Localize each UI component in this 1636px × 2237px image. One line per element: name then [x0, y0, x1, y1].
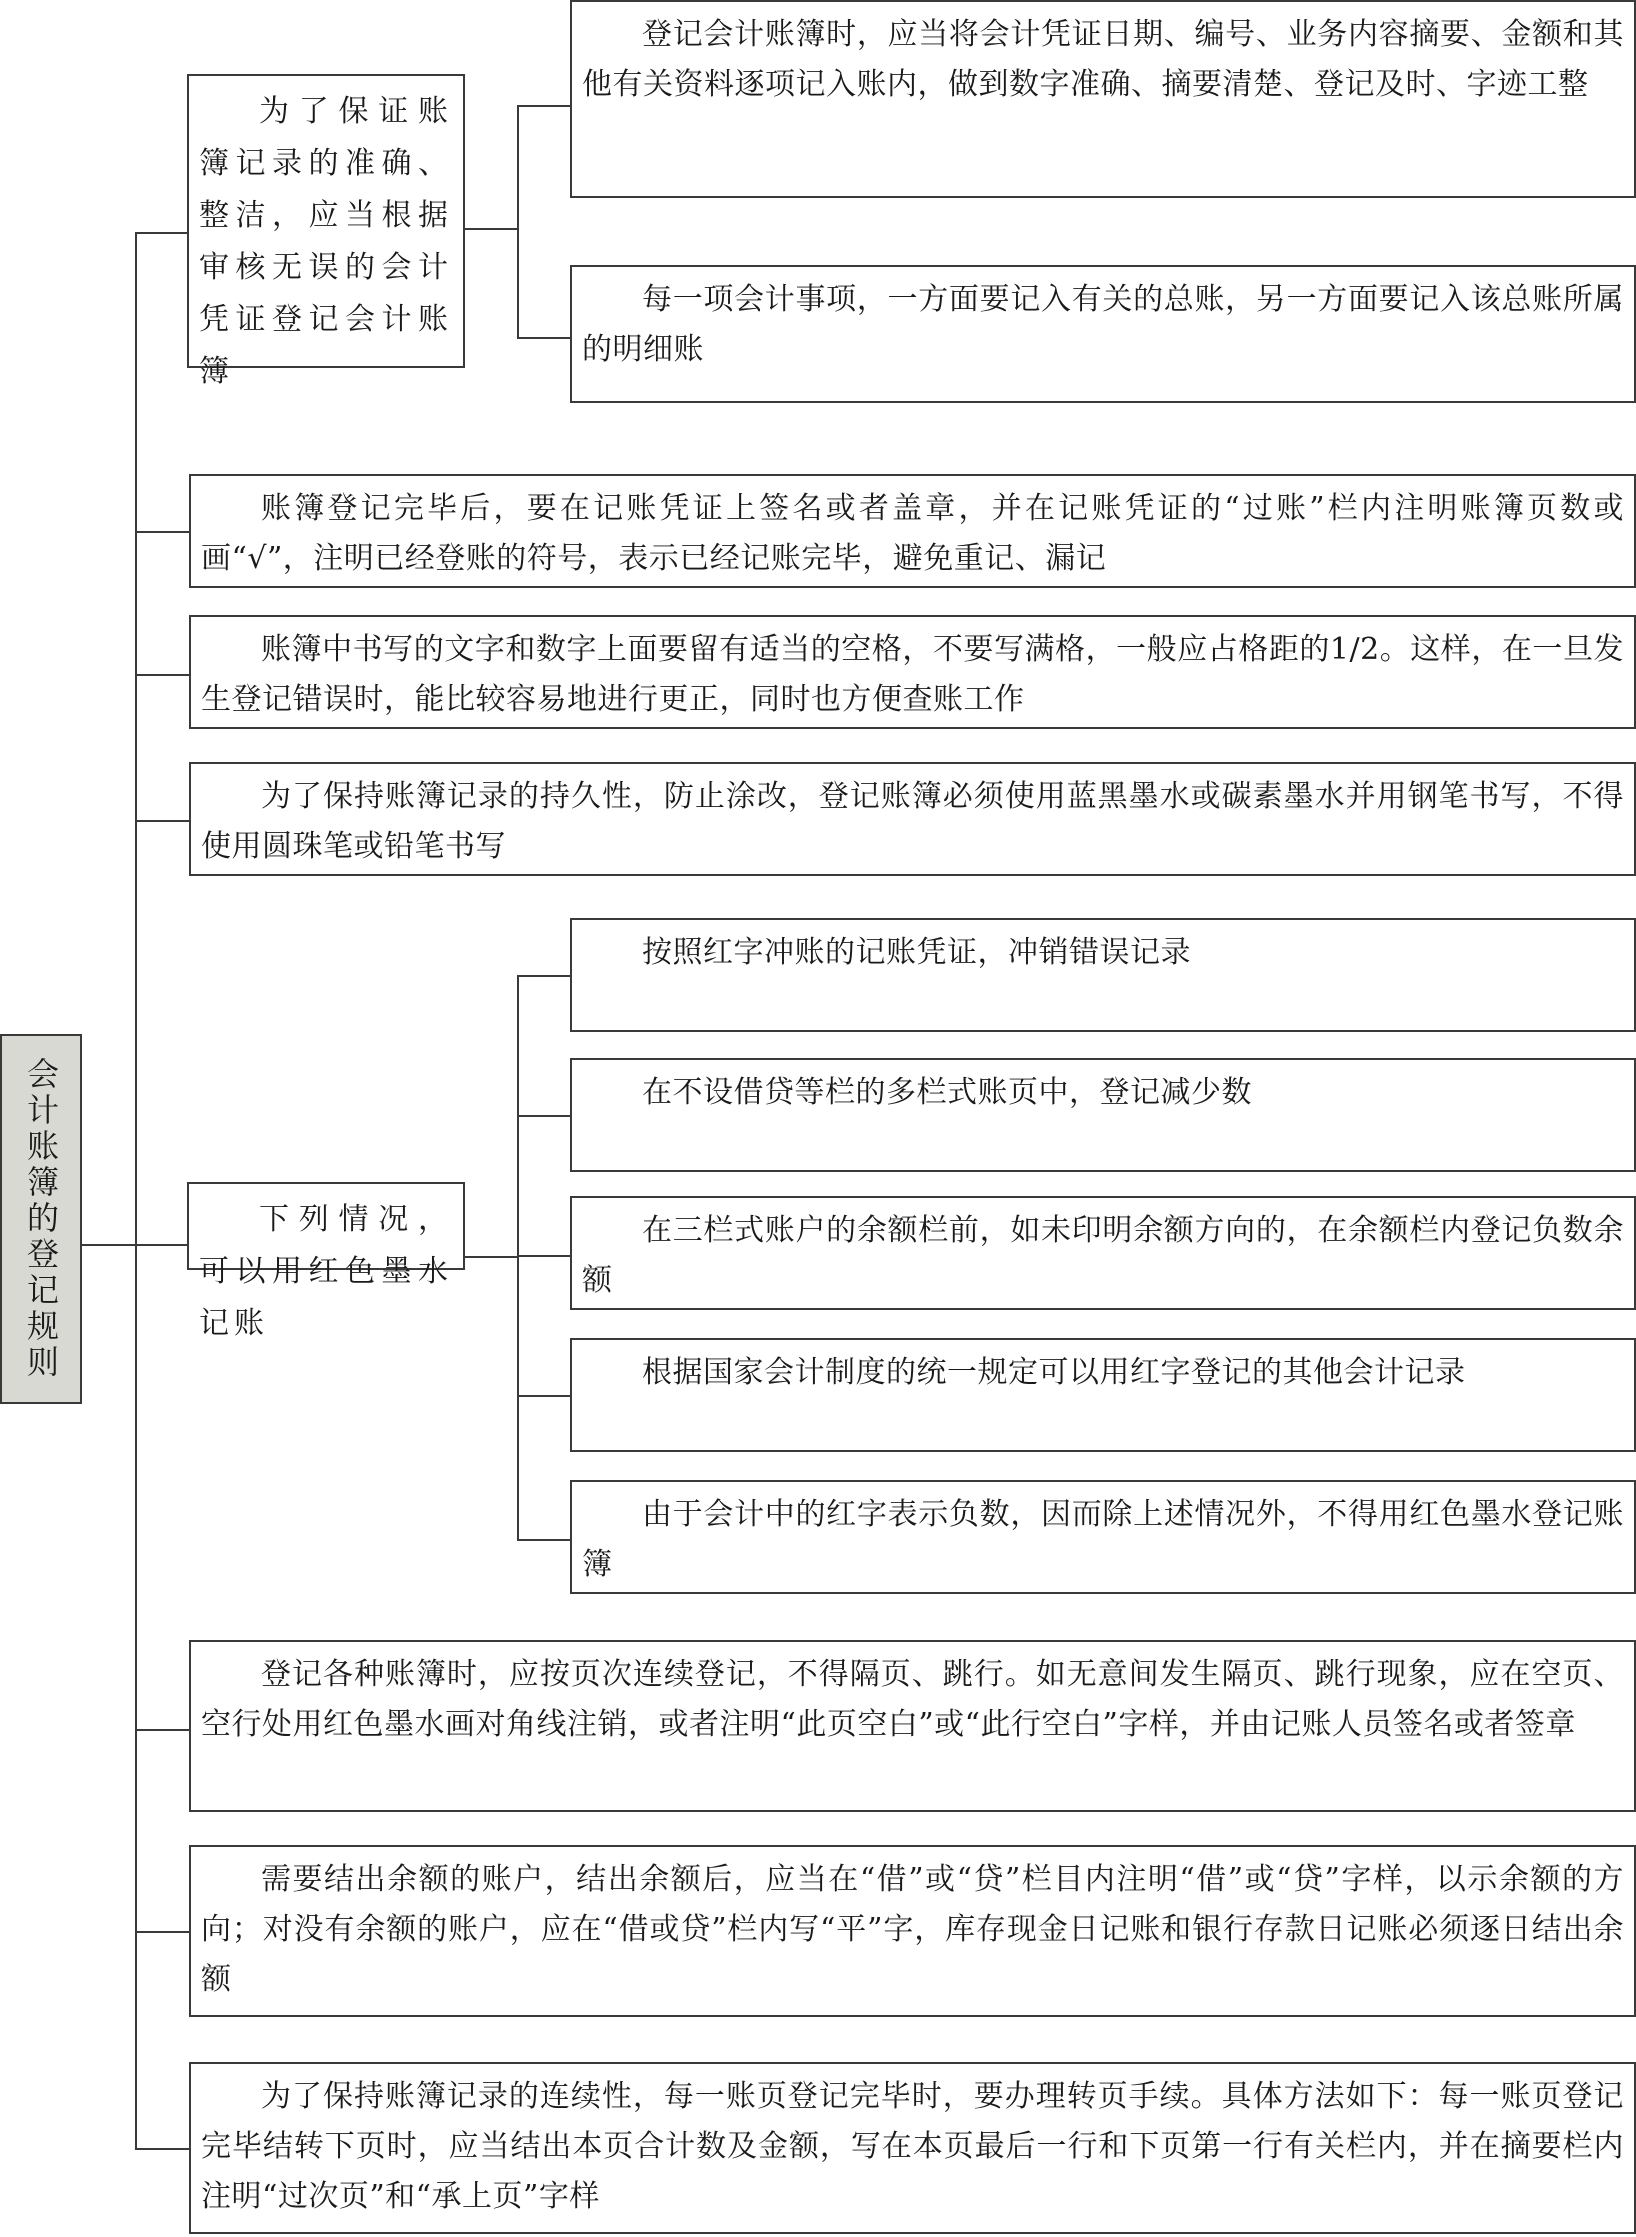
detail-node [570, 918, 1636, 1032]
detail-text: 在三栏式账户的余额栏前，如未印明余额方向的，在余额栏内登记负数余额 [582, 1213, 1624, 1298]
branch-rule-1 [135, 531, 189, 533]
group-2-branch-b [517, 1115, 570, 1117]
rule-text: 需要结出余额的账户，结出余额后，应当在“借”或“贷”栏目内注明“借”或“贷”字样，以示余额的方向；对没有余额的账户，应在“借或贷”栏内写“平”字，库存现金日记账和银行存款日记账必须逐日结出余额 [201, 1862, 1624, 1997]
rule-text: 登记各种账簿时，应按页次连续登记，不得隔页、跳行。如无意间发生隔页、跳行现象，应在空页、空行处用红色墨水画对角线注销，或者注明“此页空白”或“此行空白”字样，并由记账人员签名或者签章 [201, 1657, 1624, 1742]
group-2-branch-e [517, 1539, 570, 1541]
rule-text: 账簿中书写的文字和数字上面要留有适当的空格，不要写满格，一般应占格距的1/2。这样，在一旦发生登记错误时，能比较容易地进行更正，同时也方便查账工作 [201, 632, 1624, 717]
root-node [0, 1034, 82, 1404]
detail-node [570, 1196, 1636, 1310]
detail-node [570, 1058, 1636, 1172]
detail-text: 登记会计账簿时，应当将会计凭证日期、编号、业务内容摘要、金额和其他有关资料逐项记入账内，做到数字准确、摘要清楚、登记及时、字迹工整 [582, 17, 1624, 102]
detail-text: 根据国家会计制度的统一规定可以用红字登记的其他会计记录 [642, 1355, 1466, 1390]
group-2-branch-d [517, 1395, 570, 1397]
rule-node [189, 762, 1636, 876]
branch-rule-3 [135, 820, 189, 822]
group-label: 为了保证账簿记录的准确、整洁，应当根据审核无误的会计凭证登记会计账簿 [199, 94, 453, 389]
detail-text: 每一项会计事项，一方面要记入有关的总账，另一方面要记入该总账所属的明细账 [582, 282, 1624, 367]
detail-text: 由于会计中的红字表示负数，因而除上述情况外，不得用红色墨水登记账簿 [582, 1497, 1624, 1582]
group-1-out [464, 228, 518, 230]
detail-node [570, 265, 1636, 403]
rule-node [189, 1640, 1636, 1812]
main-trunk [135, 232, 137, 2150]
detail-node [570, 1480, 1636, 1594]
group-1-branch-a [517, 105, 570, 107]
branch-rule-6 [135, 2148, 189, 2150]
rule-text: 为了保持账簿记录的连续性，每一账页登记完毕时，要办理转页手续。具体方法如下：每一账页登记完毕结转下页时，应当结出本页合计数及金额，写在本页最后一行和下页第一行有关栏内，并在摘要栏内注明“过次页”和“承上页”字样 [201, 2079, 1624, 2214]
group-2-branch-c [517, 1255, 570, 1257]
group-1-branch-b [517, 337, 570, 339]
detail-text: 按照红字冲账的记账凭证，冲销错误记录 [642, 935, 1191, 970]
branch-group-2 [135, 1244, 187, 1246]
group-label: 下列情况，可以用红色墨水记账 [199, 1202, 453, 1341]
rule-node [189, 2062, 1636, 2234]
branch-group-1 [135, 232, 187, 234]
root-label: 会计账簿的登记规则 [22, 1057, 60, 1381]
branch-rule-2 [135, 674, 189, 676]
root-connector [82, 1244, 136, 1246]
branch-rule-4 [135, 1729, 189, 1731]
rule-text: 为了保持账簿记录的持久性，防止涂改，登记账簿必须使用蓝黑墨水或碳素墨水并用钢笔书写，不得使用圆珠笔或铅笔书写 [201, 779, 1624, 864]
detail-node [570, 1338, 1636, 1452]
group-node [187, 1182, 465, 1341]
group-node [187, 74, 465, 389]
rule-node [189, 474, 1636, 588]
group-2-out [464, 1256, 518, 1258]
detail-node [570, 0, 1636, 198]
rule-text: 账簿登记完毕后，要在记账凭证上签名或者盖章，并在记账凭证的“过账”栏内注明账簿页数或画“√”，注明已经登账的符号，表示已经记账完毕，避免重记、漏记 [201, 491, 1624, 576]
rule-node [189, 615, 1636, 729]
detail-text: 在不设借贷等栏的多栏式账页中，登记减少数 [642, 1075, 1252, 1110]
rule-node [189, 1845, 1636, 2017]
group-2-sub-trunk [517, 975, 519, 1541]
group-2-branch-a [517, 975, 570, 977]
branch-rule-5 [135, 1931, 189, 1933]
group-1-sub-trunk [517, 105, 519, 339]
